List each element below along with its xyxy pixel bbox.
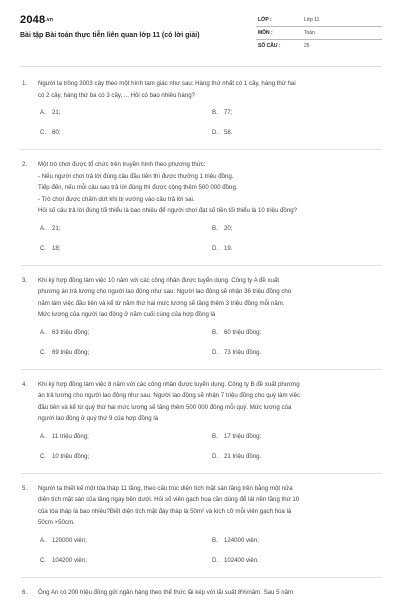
question-item bbox=[20, 379, 382, 474]
question-list bbox=[20, 78, 382, 598]
question-stem bbox=[20, 483, 382, 529]
answer-option[interactable] bbox=[212, 431, 261, 443]
option-letter: C. bbox=[40, 348, 47, 356]
question-divider bbox=[20, 265, 382, 266]
question-text-line: năm làm việc đầu tiên và kể từ năm thứ hai mức lương sẽ tăng thêm 3 triệu đồng mỗi năm. bbox=[38, 299, 285, 307]
option-letter: D. bbox=[212, 348, 219, 356]
answer-option[interactable] bbox=[212, 451, 261, 463]
answer-option[interactable] bbox=[40, 223, 60, 235]
question-text-line: 50cm ×50cm. bbox=[38, 519, 75, 526]
question-stem bbox=[20, 275, 382, 321]
answer-option[interactable] bbox=[212, 127, 232, 139]
answer-option[interactable] bbox=[212, 347, 261, 359]
option-letter: C. bbox=[40, 129, 47, 136]
question-number: 6. bbox=[22, 588, 28, 596]
option-letter: B. bbox=[212, 109, 218, 116]
option-letter: C. bbox=[40, 452, 47, 460]
question-text-line: Tiếp đến, nếu mỗi câu sau trả lời đúng thì được cộng thêm 500 000 đồng. bbox=[38, 184, 238, 191]
question-text-line: Khi ký hợp đồng làm việc 8 năm với các công nhân được tuyển dụng. Công ty B đề xuất phương bbox=[38, 380, 300, 388]
option-letter: A. bbox=[40, 432, 46, 440]
question-text-line: diện tích mặt sàn của tầng ngay bên dưới. Hỏi số viên gạch hoa cần dùng để lát nền tầng thứ 10 bbox=[38, 496, 300, 503]
site-logo[interactable] bbox=[20, 14, 53, 26]
logo-main: 2048 bbox=[20, 14, 46, 26]
option-text: 21; bbox=[52, 109, 61, 116]
answer-option[interactable] bbox=[212, 107, 232, 119]
answer-option[interactable] bbox=[40, 431, 89, 443]
option-text: 124000 viên; bbox=[224, 536, 259, 544]
answer-option[interactable] bbox=[212, 535, 259, 547]
answer-option[interactable] bbox=[40, 451, 89, 463]
answer-option[interactable] bbox=[212, 327, 261, 339]
question-text-line: Khi ký hợp đồng làm việc 10 năm với các công nhân được tuyển dụng. Công ty A đề xuất bbox=[38, 276, 279, 284]
option-text: 73 triệu đồng. bbox=[224, 348, 262, 356]
question-text-line: Người ta thiết kế một tòa tháp 11 tầng, theo cấu trúc diện tích mặt sàn tầng trên bằng một nửa bbox=[38, 484, 293, 492]
option-letter: A. bbox=[40, 224, 46, 232]
header-divider bbox=[20, 66, 382, 67]
question-text-line: có 2 cây, hàng thứ ba có 3 cây, ... Hỏi có bao nhiêu hàng? bbox=[38, 91, 195, 99]
question-text-line: đầu tiên và kể từ quý thứ hai mức lương sẽ tăng thêm 500 000 đồng mỗi quý. Mức lương của bbox=[38, 403, 292, 411]
option-letter: B. bbox=[212, 432, 218, 440]
question-stem bbox=[20, 78, 382, 101]
option-text: 69 triệu đồng; bbox=[52, 348, 90, 356]
option-text: 10 triệu đồng; bbox=[52, 452, 90, 460]
answer-options-row bbox=[20, 347, 382, 363]
option-text: 11 triệu đồng; bbox=[52, 432, 89, 440]
logo-suffix: .vn bbox=[45, 17, 54, 24]
meta-value: Lớp 11 bbox=[304, 17, 320, 23]
answer-option[interactable] bbox=[212, 223, 232, 235]
question-item bbox=[20, 483, 382, 578]
option-letter: B. bbox=[212, 224, 218, 232]
option-text: 104200 viên; bbox=[52, 556, 87, 564]
meta-row-count bbox=[256, 40, 382, 52]
meta-label: LỚP : bbox=[258, 17, 272, 23]
answer-options-row bbox=[20, 431, 382, 447]
question-text-line: án trả lương cho người lao động như sau: Người lao động sẽ nhận 7 triệu đồng cho quý làm việc bbox=[38, 392, 301, 399]
option-letter: D. bbox=[212, 556, 219, 564]
answer-options-row bbox=[20, 535, 382, 551]
option-letter: A. bbox=[40, 328, 46, 336]
question-text-line: của tòa tháp là bao nhiêu?Biết diện tích mặt đáy tháp là 50m² và kích cỡ mỗi viên gạch hoa là bbox=[38, 507, 292, 515]
option-letter: D. bbox=[212, 244, 219, 252]
option-letter: C. bbox=[40, 244, 47, 252]
answer-option[interactable] bbox=[40, 327, 89, 339]
answer-options-row bbox=[20, 223, 382, 239]
question-divider bbox=[20, 369, 382, 370]
question-text-line: Người ta trồng 3003 cây theo một hình tam giác như sau: Hàng thứ nhất có 1 cây, hàng thứ hai bbox=[38, 80, 296, 87]
question-stem bbox=[20, 159, 382, 217]
option-text: 19. bbox=[224, 244, 233, 252]
answer-option[interactable] bbox=[40, 347, 89, 359]
option-text: 60 triệu đồng; bbox=[224, 328, 262, 336]
option-text: 58. bbox=[224, 129, 233, 136]
answer-options-row bbox=[20, 555, 382, 571]
option-text: 21 triệu đồng. bbox=[224, 452, 262, 460]
answer-option[interactable] bbox=[40, 535, 87, 547]
option-text: 102400 viên. bbox=[224, 556, 259, 564]
option-text: 17 triệu đồng; bbox=[224, 432, 262, 440]
meta-row-subject bbox=[256, 27, 382, 40]
meta-row-class bbox=[256, 14, 382, 27]
option-text: 18; bbox=[52, 244, 61, 252]
option-text: 63 triệu đồng; bbox=[52, 328, 90, 336]
document-title: Bài tập Bài toán thực tiễn liên quan lớp 11 (có lời giải) bbox=[20, 32, 200, 39]
option-letter: C. bbox=[40, 556, 47, 564]
question-number: 5. bbox=[22, 484, 28, 492]
option-text: 120000 viên; bbox=[52, 536, 87, 544]
question-text-line: người lao động ở quý thứ 9 của hợp đồng là bbox=[38, 415, 159, 422]
option-letter: A. bbox=[40, 109, 46, 116]
question-text-line: Hỏi số câu trả lời đúng tối thiểu là bao nhiêu để người chơi đạt số tiền tối thiểu là 10 triệu đồng? bbox=[38, 207, 297, 214]
document-header bbox=[20, 14, 382, 56]
question-text-line: Mức lương của người lao động ở năm cuối cùng của hợp đồng là bbox=[38, 311, 216, 318]
answer-options-row bbox=[20, 127, 382, 143]
question-number: 3. bbox=[22, 276, 28, 284]
meta-label: MÔN : bbox=[258, 30, 273, 36]
question-text-line: - Nếu người chơi trả lời đúng câu đầu tiên thì được thưởng 1 triệu đồng. bbox=[38, 172, 234, 180]
question-item bbox=[20, 159, 382, 266]
question-text-line: phương án trả lương cho người lao động như sau: Người lao động sẽ nhận 36 triệu đồng cho bbox=[38, 288, 292, 295]
answer-option[interactable] bbox=[40, 107, 60, 119]
option-letter: A. bbox=[40, 536, 46, 544]
option-letter: B. bbox=[212, 328, 218, 336]
answer-option[interactable] bbox=[212, 243, 232, 255]
option-text: 60; bbox=[52, 129, 61, 136]
question-stem bbox=[20, 379, 382, 425]
option-letter: D. bbox=[212, 452, 219, 460]
meta-table bbox=[256, 14, 382, 52]
option-text: 77; bbox=[224, 109, 233, 116]
question-item bbox=[20, 78, 382, 150]
answer-options-row bbox=[20, 107, 382, 123]
option-letter: B. bbox=[212, 536, 218, 544]
question-number: 1. bbox=[22, 80, 28, 87]
question-item bbox=[20, 275, 382, 370]
question-divider bbox=[20, 149, 382, 150]
question-number: 2. bbox=[22, 161, 28, 168]
option-letter: D. bbox=[212, 129, 219, 136]
question-number: 4. bbox=[22, 380, 28, 388]
answer-options-row bbox=[20, 243, 382, 259]
answer-option[interactable] bbox=[40, 243, 60, 255]
answer-option[interactable] bbox=[212, 555, 259, 567]
question-divider bbox=[20, 577, 382, 578]
answer-options-row bbox=[20, 327, 382, 343]
option-text: 20; bbox=[224, 224, 233, 232]
meta-label: SỐ CÂU : bbox=[258, 43, 281, 49]
answer-option[interactable] bbox=[40, 127, 60, 139]
question-divider bbox=[20, 473, 382, 474]
question-item bbox=[20, 587, 382, 599]
question-text-line: Ông An có 200 triệu đồng gửi ngân hàng theo thể thức lãi kép với lãi suất 8%/năm. Sau 5 năm bbox=[38, 588, 294, 596]
question-stem bbox=[20, 587, 382, 599]
question-text-line: Một trò chơi được tổ chức trên truyền hình theo phương thức: bbox=[38, 161, 206, 168]
question-text-line: - Trò chơi được chấm dứt khi bị vướng vào câu trả lời sai. bbox=[38, 195, 195, 203]
option-text: 21; bbox=[52, 224, 61, 232]
meta-value: 25 bbox=[304, 43, 310, 49]
answer-option[interactable] bbox=[40, 555, 87, 567]
answer-options-row bbox=[20, 451, 382, 467]
meta-value: Toán bbox=[304, 30, 315, 36]
